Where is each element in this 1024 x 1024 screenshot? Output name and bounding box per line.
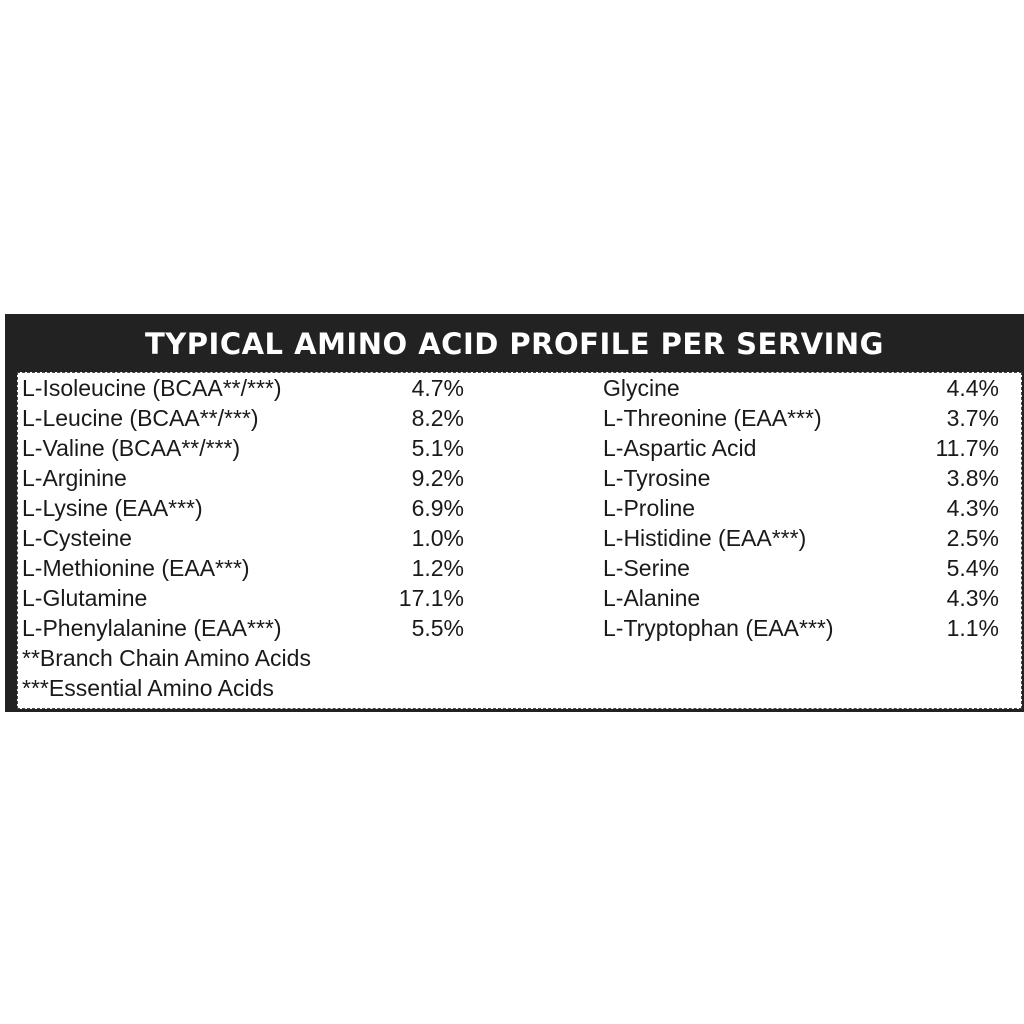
amino-value: 5.5% — [411, 615, 464, 641]
amino-row — [603, 373, 999, 403]
amino-name: L-Alanine — [603, 585, 701, 611]
amino-name: L-Aspartic Acid — [603, 435, 757, 461]
amino-name: L-Proline — [603, 495, 696, 521]
amino-name: L-Serine — [603, 555, 690, 581]
amino-name: L-Leucine (BCAA**/***) — [22, 405, 259, 431]
amino-row — [603, 403, 999, 433]
amino-name: L-Methionine (EAA***) — [22, 555, 250, 581]
amino-name: L-Isoleucine (BCAA**/***) — [22, 375, 282, 401]
amino-value: 1.2% — [411, 555, 464, 581]
amino-row — [603, 613, 999, 643]
amino-row — [603, 583, 999, 613]
amino-name: L-Histidine (EAA***) — [603, 525, 807, 551]
amino-name: L-Tyrosine — [603, 465, 711, 491]
amino-row — [22, 523, 464, 553]
amino-row — [603, 433, 999, 463]
amino-name: L-Cysteine — [22, 525, 132, 551]
amino-value: 1.0% — [411, 525, 464, 551]
footnote-eaa: ***Essential Amino Acids — [22, 675, 274, 701]
amino-row — [22, 463, 464, 493]
amino-acid-label — [5, 314, 1024, 712]
amino-value: 9.2% — [411, 465, 464, 491]
amino-row — [22, 613, 464, 643]
amino-value: 6.9% — [411, 495, 464, 521]
amino-value: 1.1% — [946, 615, 999, 641]
amino-row — [22, 493, 464, 523]
amino-row — [603, 523, 999, 553]
amino-row — [603, 463, 999, 493]
amino-value: 11.7% — [935, 435, 999, 461]
amino-row — [603, 493, 999, 523]
amino-value: 3.7% — [946, 405, 999, 431]
amino-value: 5.4% — [946, 555, 999, 581]
amino-value: 8.2% — [411, 405, 464, 431]
amino-value: 3.8% — [946, 465, 999, 491]
amino-value: 2.5% — [946, 525, 999, 551]
amino-value: 4.3% — [946, 585, 999, 611]
amino-row — [22, 553, 464, 583]
amino-value: 17.1% — [398, 585, 464, 611]
amino-name: L-Glutamine — [22, 585, 148, 611]
amino-acid-panel — [17, 372, 1022, 709]
amino-row — [22, 583, 464, 613]
footnote-bcaa: **Branch Chain Amino Acids — [22, 645, 311, 671]
amino-value: 5.1% — [411, 435, 464, 461]
amino-row — [22, 403, 464, 433]
amino-name: L-Arginine — [22, 465, 127, 491]
amino-name: Glycine — [603, 375, 680, 401]
amino-row — [22, 433, 464, 463]
amino-value: 4.4% — [946, 375, 999, 401]
amino-name: L-Tryptophan (EAA***) — [603, 615, 834, 641]
amino-name: L-Valine (BCAA**/***) — [22, 435, 241, 461]
label-title: TYPICAL AMINO ACID PROFILE PER SERVING — [145, 327, 884, 361]
amino-value: 4.7% — [411, 375, 464, 401]
amino-value: 4.3% — [946, 495, 999, 521]
amino-name: L-Lysine (EAA***) — [22, 495, 203, 521]
amino-name: L-Threonine (EAA***) — [603, 405, 822, 431]
amino-row — [603, 553, 999, 583]
amino-row — [22, 373, 464, 403]
amino-name: L-Phenylalanine (EAA***) — [22, 615, 282, 641]
